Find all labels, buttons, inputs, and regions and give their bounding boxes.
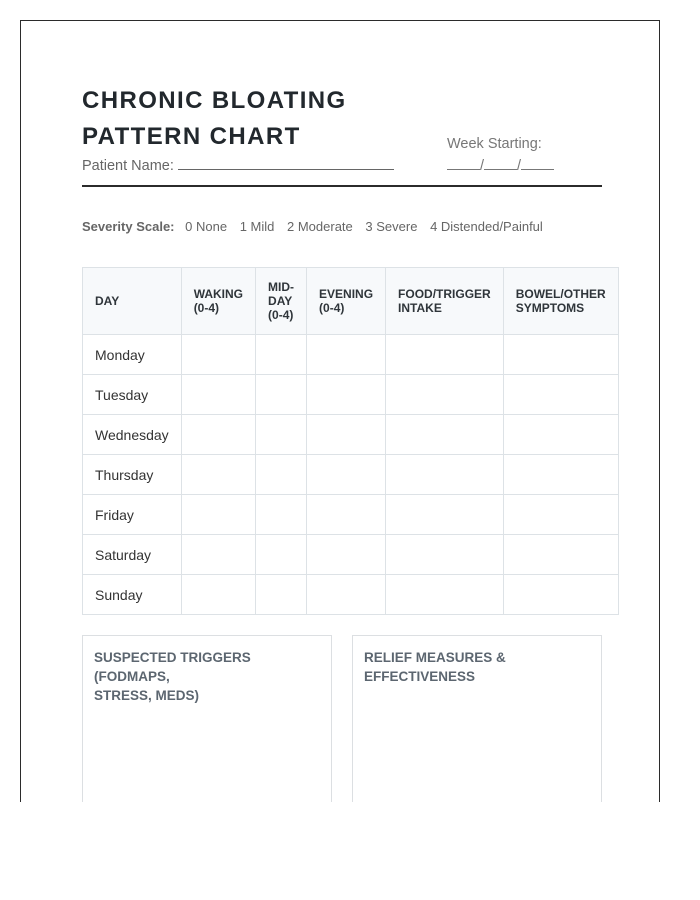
column-header-food-trigger: FOOD/TRIGGER INTAKE [386, 268, 504, 335]
bowel-cell[interactable] [503, 375, 618, 415]
day-cell: Saturday [83, 535, 182, 575]
severity-level-0: 0 None [185, 219, 228, 234]
severity-scale-label: Severity Scale: [82, 219, 175, 234]
evening-cell[interactable] [307, 495, 386, 535]
day-cell: Monday [83, 335, 182, 375]
date-separator: / [480, 158, 485, 174]
relief-measures-heading-cont: EFFECTIVENESS [364, 669, 476, 684]
table-row [83, 495, 619, 535]
waking-cell[interactable] [181, 335, 255, 375]
bowel-cell[interactable] [503, 455, 618, 495]
column-header-midday: MID- DAY (0-4) [256, 268, 307, 335]
midday-cell[interactable] [256, 535, 307, 575]
food-cell[interactable] [386, 375, 504, 415]
patient-name-input[interactable] [178, 155, 394, 170]
food-cell[interactable] [386, 335, 504, 375]
chart-page [20, 20, 660, 802]
waking-cell[interactable] [181, 495, 255, 535]
bowel-cell[interactable] [503, 335, 618, 375]
waking-cell[interactable] [181, 535, 255, 575]
table-row [83, 535, 619, 575]
title-line-1: CHRONIC BLOATING [82, 87, 347, 114]
date-separator: / [517, 158, 522, 174]
waking-cell[interactable] [181, 415, 255, 455]
table-row [83, 455, 619, 495]
day-cell: Thursday [83, 455, 182, 495]
severity-level-1: 1 Mild [239, 219, 275, 234]
page-title [82, 83, 347, 155]
table-row [83, 575, 619, 615]
column-header-waking: WAKING (0-4) [181, 268, 255, 335]
day-cell: Wednesday [83, 415, 182, 455]
table-row [83, 415, 619, 455]
evening-cell[interactable] [307, 575, 386, 615]
severity-scale [82, 219, 552, 234]
week-month-input[interactable] [447, 157, 480, 170]
waking-cell[interactable] [181, 455, 255, 495]
title-line-2: PATTERN CHART [82, 123, 301, 150]
week-starting-field [447, 133, 554, 177]
food-cell[interactable] [386, 415, 504, 455]
week-starting-label: Week Starting: [447, 136, 542, 152]
evening-cell[interactable] [307, 455, 386, 495]
waking-cell[interactable] [181, 375, 255, 415]
midday-cell[interactable] [256, 415, 307, 455]
week-starting-date [447, 155, 554, 177]
bowel-cell[interactable] [503, 415, 618, 455]
evening-cell[interactable] [307, 375, 386, 415]
bowel-cell[interactable] [503, 495, 618, 535]
midday-cell[interactable] [256, 335, 307, 375]
severity-level-2: 2 Moderate [287, 219, 353, 234]
column-header-bowel-symptoms: BOWEL/OTHER SYMPTOMS [503, 268, 618, 335]
midday-cell[interactable] [256, 495, 307, 535]
day-cell: Tuesday [83, 375, 182, 415]
bowel-cell[interactable] [503, 575, 618, 615]
week-day-input[interactable] [484, 157, 517, 170]
severity-level-3: 3 Severe [365, 219, 418, 234]
patient-name-label: Patient Name: [82, 158, 174, 174]
week-year-input[interactable] [521, 157, 554, 170]
midday-cell[interactable] [256, 375, 307, 415]
suspected-triggers-heading-cont: STRESS, MEDS) [94, 688, 200, 703]
bowel-cell[interactable] [503, 535, 618, 575]
suspected-triggers-heading: SUSPECTED TRIGGERS (FODMAPS, [94, 650, 251, 684]
evening-cell[interactable] [307, 335, 386, 375]
table-row [83, 375, 619, 415]
table-header-row [83, 268, 619, 335]
food-cell[interactable] [386, 535, 504, 575]
relief-measures-heading: RELIEF MEASURES & [364, 650, 506, 665]
bloating-log-table [82, 267, 619, 615]
midday-cell[interactable] [256, 575, 307, 615]
day-cell: Friday [83, 495, 182, 535]
relief-measures-box[interactable] [352, 635, 602, 802]
food-cell[interactable] [386, 455, 504, 495]
patient-name-field [82, 155, 394, 174]
evening-cell[interactable] [307, 535, 386, 575]
header-divider [82, 185, 602, 187]
midday-cell[interactable] [256, 455, 307, 495]
column-header-day: DAY [83, 268, 182, 335]
waking-cell[interactable] [181, 575, 255, 615]
table-row [83, 335, 619, 375]
food-cell[interactable] [386, 575, 504, 615]
column-header-evening: EVENING (0-4) [307, 268, 386, 335]
day-cell: Sunday [83, 575, 182, 615]
evening-cell[interactable] [307, 415, 386, 455]
severity-level-4: 4 Distended/Painful [430, 219, 543, 234]
suspected-triggers-box[interactable] [82, 635, 332, 802]
food-cell[interactable] [386, 495, 504, 535]
